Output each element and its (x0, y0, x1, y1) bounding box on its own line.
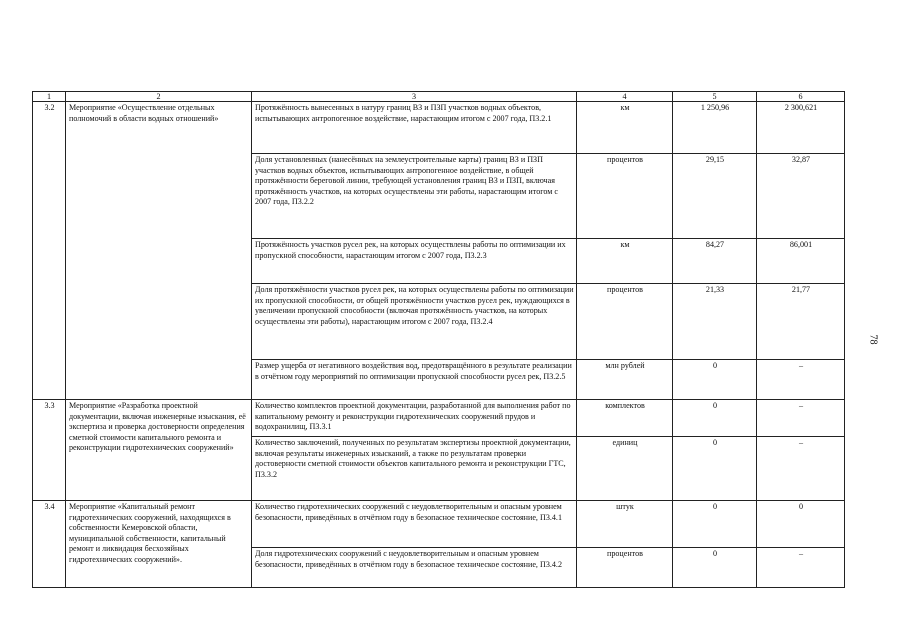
page-number: 78 (867, 334, 879, 345)
unit-cell: штук (577, 501, 673, 548)
row-number: 3.3 (33, 400, 66, 501)
indicator-text: Протяжённость вынесенных в натуру границ ВЗ и ПЗП участков водных объектов, испытывающих антропогенное воздействие, нарастающим итогом с 2007 года, П3.2.1 (252, 102, 577, 154)
value-col6: 2 300,621 (757, 102, 845, 154)
unit-cell: процентов (577, 154, 673, 239)
value-col6: 86,001 (757, 239, 845, 284)
indicator-text: Доля протяжённости участков русел рек, на которых осуществлены работы по оптимизации их пропускной способности, от общей протяжённости участков русел рек, нуждающихся в увеличении пропускной способности (включая протяжённость участков, на которых осуществлены эти работы), нарастающим итогом с 2007 года, П3.2.4 (252, 284, 577, 360)
indicator-text: Размер ущерба от негативного воздействия вод, предотвращённого в результате реализации в отчётном году мероприятий по оптимизации пропускной способности русел рек, П3.2.5 (252, 360, 577, 400)
unit-cell: процентов (577, 284, 673, 360)
indicator-text: Количество комплектов проектной документации, разработанной для выполнения работ по капитальному ремонту и реконструкции гидротехнических сооружений прудов и водохранилищ, П3.3.1 (252, 400, 577, 437)
table-row (33, 102, 845, 154)
value-col6: 32,87 (757, 154, 845, 239)
value-col6: – (757, 360, 845, 400)
unit-cell: млн рублей (577, 360, 673, 400)
value-col5: 29,15 (673, 154, 757, 239)
value-col5: 84,27 (673, 239, 757, 284)
value-col5: 0 (673, 437, 757, 501)
value-col6: 21,77 (757, 284, 845, 360)
table-row (33, 400, 845, 437)
value-col5: 0 (673, 360, 757, 400)
value-col5: 0 (673, 400, 757, 437)
value-col5: 0 (673, 548, 757, 588)
header-col-4: 4 (577, 92, 673, 102)
row-number: 3.2 (33, 102, 66, 400)
unit-cell: комплектов (577, 400, 673, 437)
value-col6: 0 (757, 501, 845, 548)
value-col5: 0 (673, 501, 757, 548)
value-col6: – (757, 437, 845, 501)
value-col6: – (757, 548, 845, 588)
row-number: 3.4 (33, 501, 66, 588)
header-col-6: 6 (757, 92, 845, 102)
header-col-5: 5 (673, 92, 757, 102)
unit-cell: единиц (577, 437, 673, 501)
indicator-text: Доля установленных (нанесённых на землеустроительные карты) границ ВЗ и ПЗП участков водных объектов, испытывающих антропогенное воздействие, в общей протяжённости береговой линии, требующей установления границ ВЗ и ПЗП, включая протяжённость участков, на которых осуществлены эти работы, нарастающим итогом с 2007 года, П3.2.2 (252, 154, 577, 239)
event-name: Мероприятие «Разработка проектной документации, включая инженерные изыскания, её экспертиза и проверка достоверности определения сметной стоимости капитального ремонта и реконструкции гидротехнических сооружений» (66, 400, 252, 501)
value-col5: 1 250,96 (673, 102, 757, 154)
indicator-text: Количество гидротехнических сооружений с неудовлетворительным и опасным уровнем безопасности, приведённых в отчётном году в безопасное техническое состояние, П3.4.1 (252, 501, 577, 548)
table-row (33, 501, 845, 548)
indicators-table (32, 91, 845, 588)
value-col6: – (757, 400, 845, 437)
unit-cell: процентов (577, 548, 673, 588)
unit-cell: км (577, 239, 673, 284)
value-col5: 21,33 (673, 284, 757, 360)
header-col-1: 1 (33, 92, 66, 102)
header-row (33, 92, 845, 102)
header-col-2: 2 (66, 92, 252, 102)
event-name: Мероприятие «Капитальный ремонт гидротехнических сооружений, находящихся в собственности Кемеровской области, муниципальной собственности, капитальный ремонт и ликвидация бесхозяйных гидротехнических сооружений». (66, 501, 252, 588)
header-col-3: 3 (252, 92, 577, 102)
indicator-text: Доля гидротехнических сооружений с неудовлетворительным и опасным уровнем безопасности, приведённых в отчётном году в безопасное техническое состояние, П3.4.2 (252, 548, 577, 588)
event-name: Мероприятие «Осуществление отдельных полномочий в области водных отношений» (66, 102, 252, 400)
unit-cell: км (577, 102, 673, 154)
indicator-text: Количество заключений, полученных по результатам экспертизы проектной документации, включая результаты инженерных изысканий, а также по результатам проверки достоверности сметной стоимости объектов капитального ремонта и реконструкции ГТС, П3.3.2 (252, 437, 577, 501)
indicator-text: Протяжённость участков русел рек, на которых осуществлены работы по оптимизации их пропускной способности, нарастающим итогом с 2007 года, П3.2.3 (252, 239, 577, 284)
